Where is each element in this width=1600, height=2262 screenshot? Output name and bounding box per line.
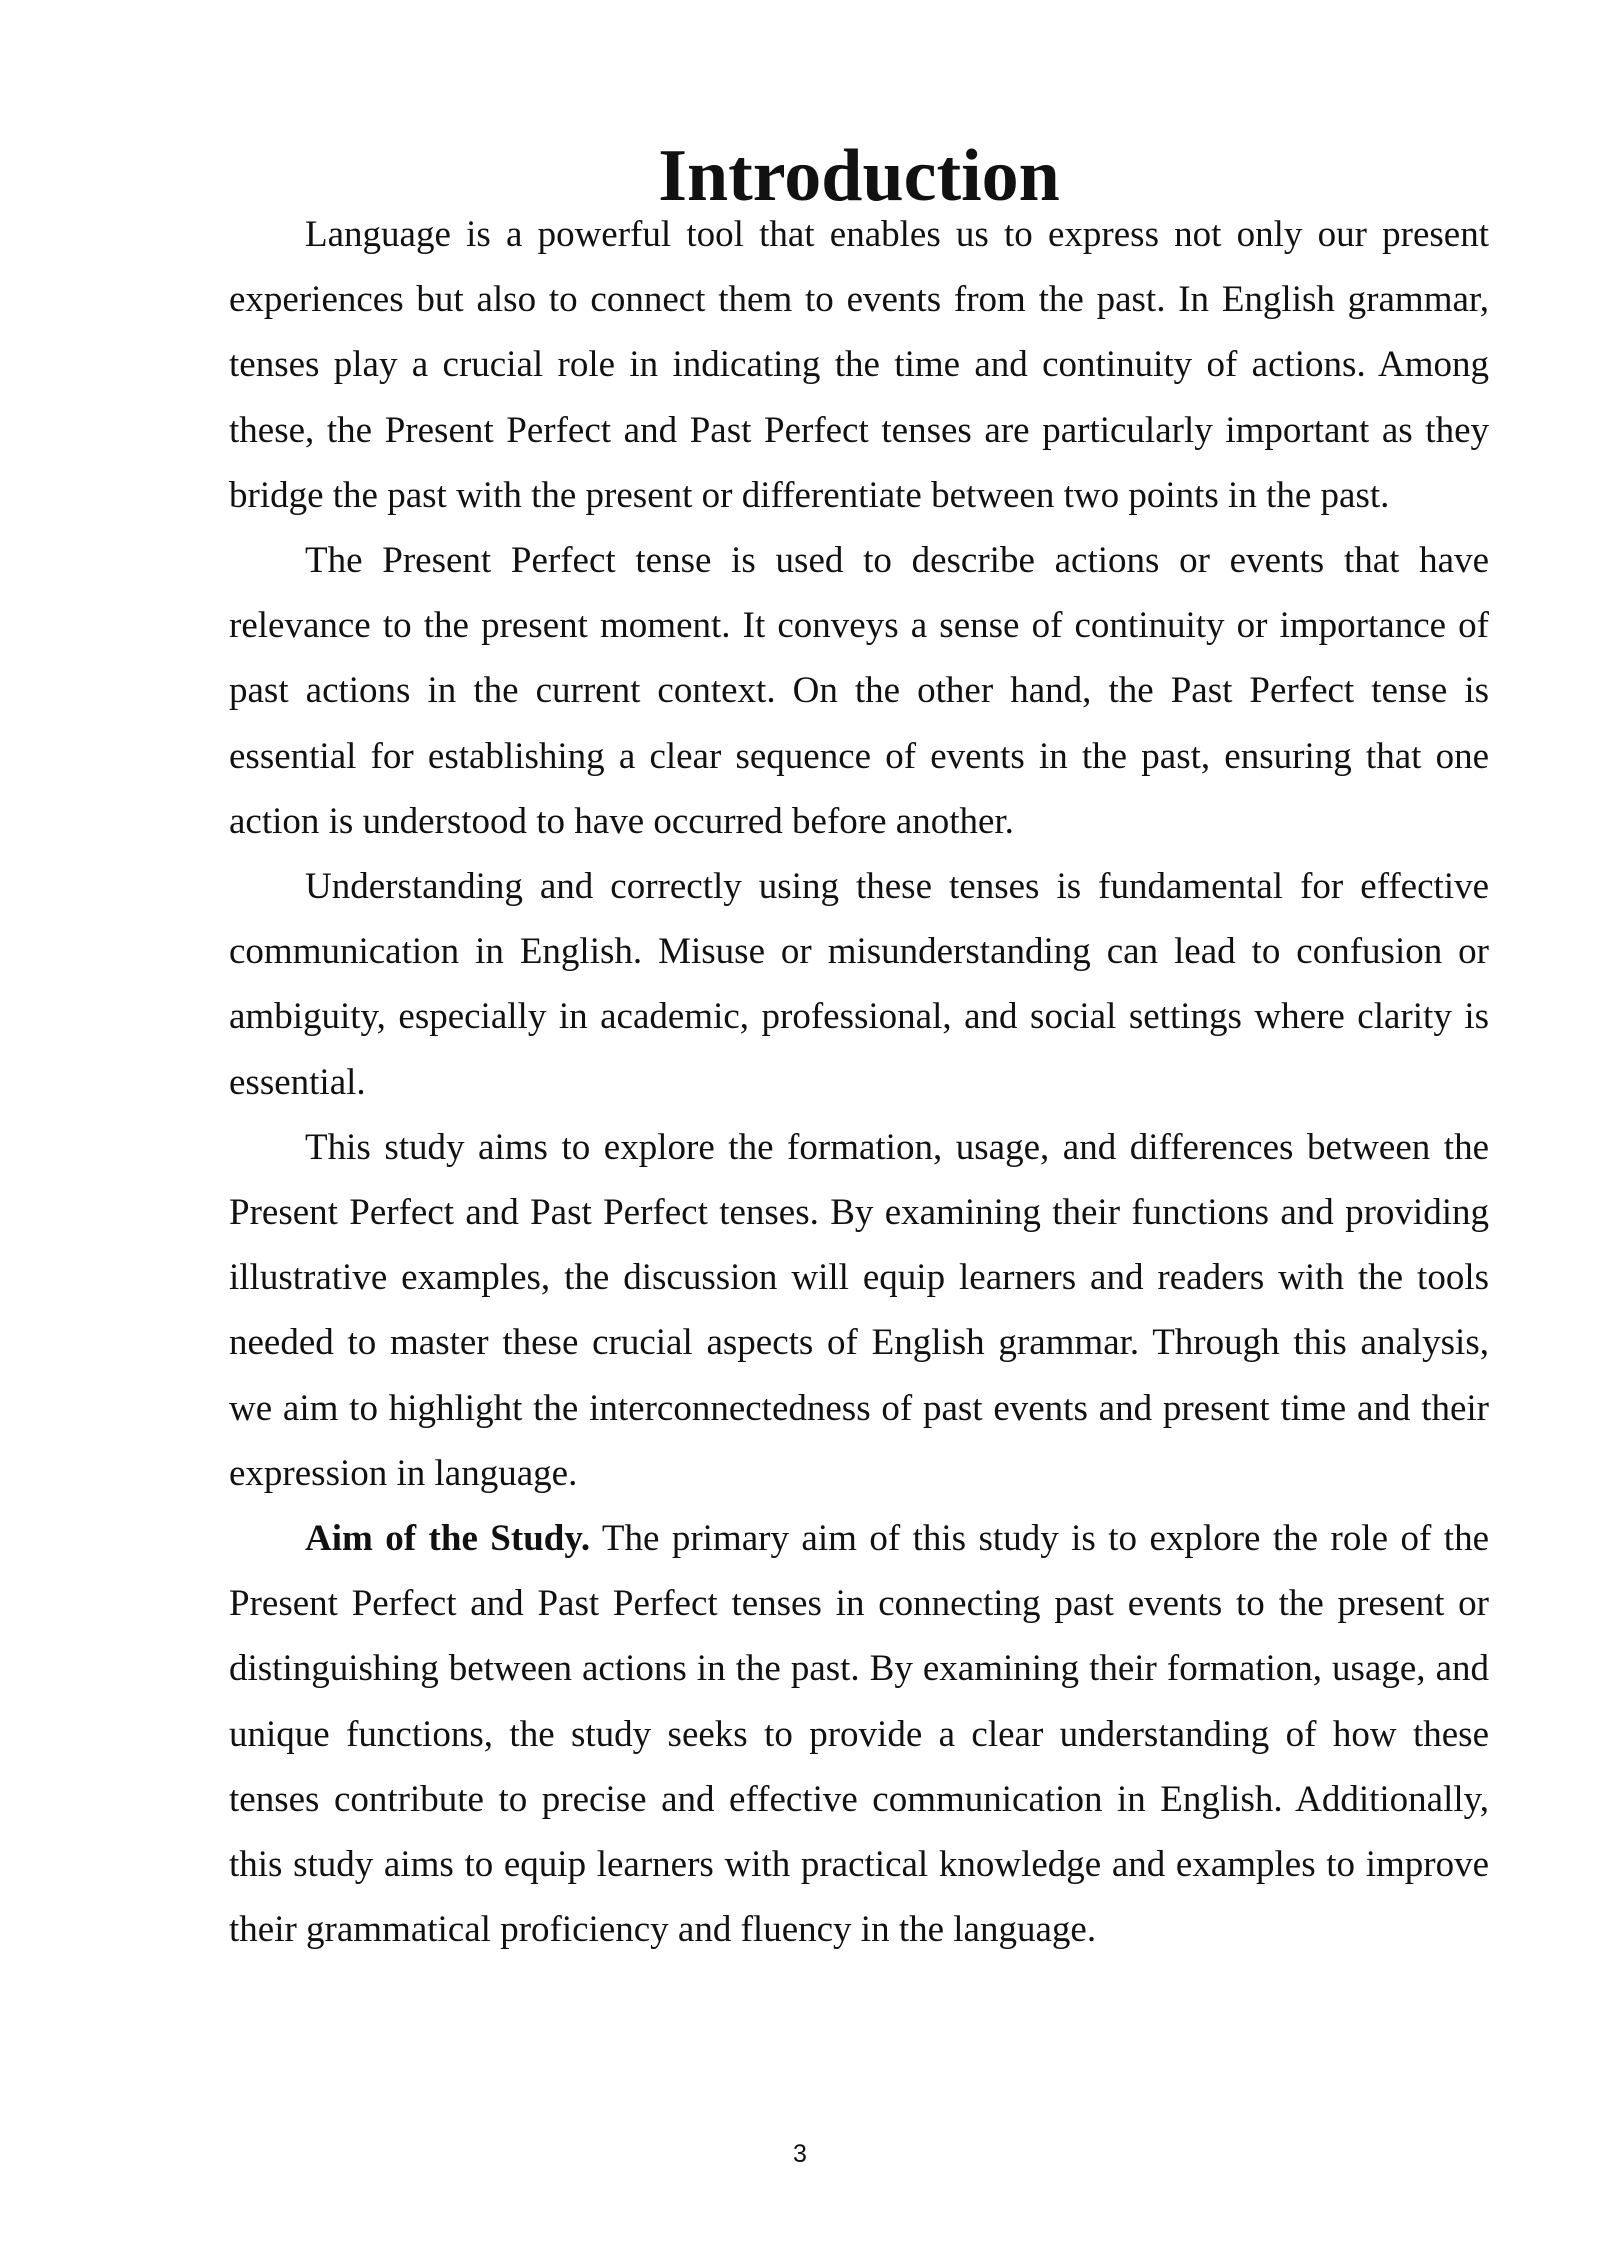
paragraph-2: The Present Perfect tense is used to describe actions or events that have relevance to the present moment. It conveys a sense of continuity or importance of past actions in the current context. On the other hand, the Past Perfect tense is essential for establishing a clear sequence of events in the past, ensuring that one action is understood to have occurred before another. — [229, 540, 1489, 842]
page-body — [229, 135, 1489, 1962]
paragraph-3: Understanding and correctly using these tenses is fundamental for effective communication in English. Misuse or misunderstanding can lead to confusion or ambiguity, especially in academic, professional, and social settings where clarity is essential. — [229, 866, 1489, 1103]
paragraph-4: This study aims to explore the formation, usage, and differences between the Present Perfect and Past Perfect tenses. By examining their functions and providing illustrative examples, the discussion will equip learners and readers with the tools needed to master these crucial aspects of English grammar. Through this analysis, we aim to highlight the interconnectedness of past events and present time and their expression in language. — [229, 1126, 1489, 1494]
aim-paragraph — [229, 1506, 1489, 1962]
aim-heading: Aim of the Study. — [305, 1518, 591, 1560]
aim-text: The primary aim of this study is to explore the role of the Present Perfect and Past Perfect tenses in connecting past events to the present or distinguishing between actions in the past. By examining their formation, usage, and unique functions, the study seeks to provide a clear understanding of how these tenses contribute to precise and effective communication in English. Additionally, this study aims to equip learners with practical knowledge and examples to improve their grammatical proficiency and fluency in the language. — [229, 1518, 1489, 1951]
paragraph-1: Language is a powerful tool that enables us to express not only our present experiences but also to connect them to events from the past. In English grammar, tenses play a crucial role in indicating the time and continuity of actions. Among these, the Present Perfect and Past Perfect tenses are particularly important as they bridge the past with the present or differentiate between two points in the past. — [229, 214, 1489, 516]
page-number: 3 — [793, 2140, 807, 2168]
section-title: Introduction — [658, 135, 1060, 217]
